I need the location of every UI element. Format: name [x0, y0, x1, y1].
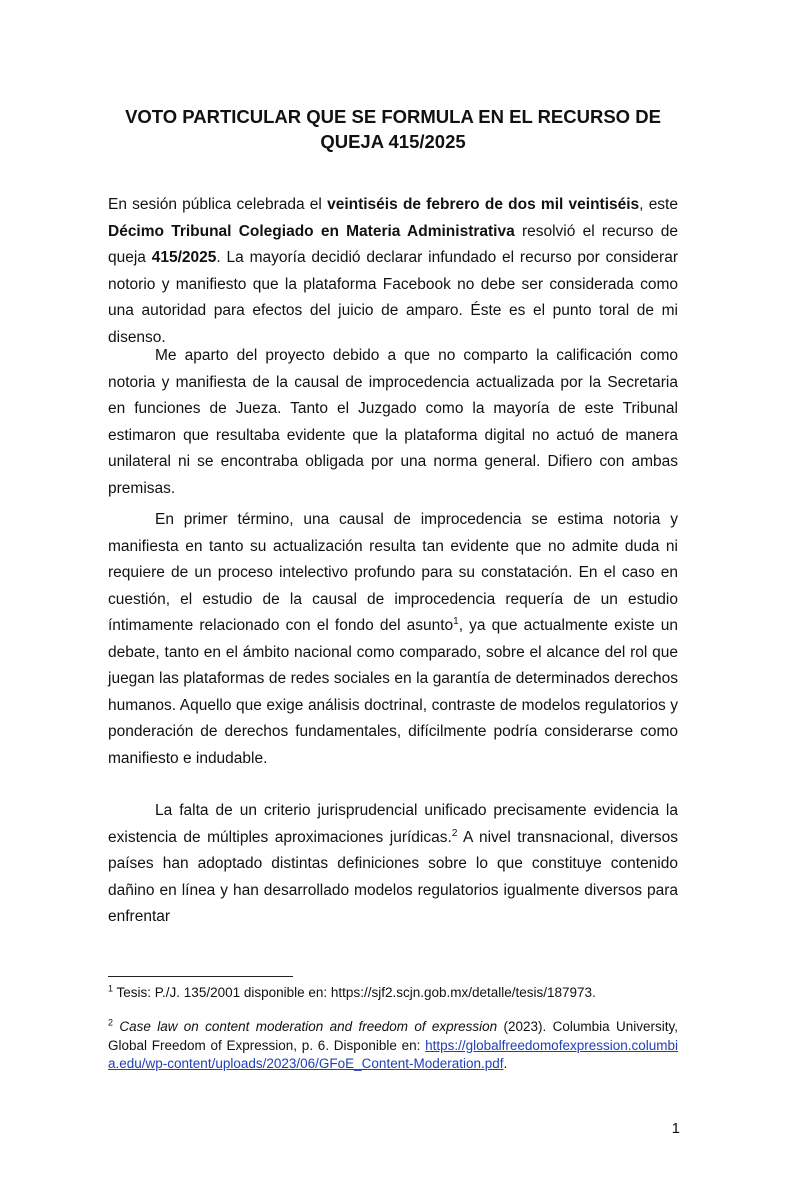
footnote-ref-1[interactable]: 1 — [453, 615, 459, 627]
paragraph-dissent: Me aparto del proyecto debido a que no comparto la calificación como notoria y manifiesta de la causal de improcedencia actualizada por la Secretaria en funciones de Jueza. Tanto el Juzgado como la mayoría de este Tribunal estimaron que resultaba evidente que la plataforma digital no actuó de manera unilateral ni se encontraba obligada por una norma general. Difiero con ambas premisas. — [108, 347, 678, 497]
page-number: 1 — [671, 1120, 680, 1137]
paragraph-first-point — [108, 507, 678, 772]
paragraph-intro — [108, 192, 678, 351]
intro-text-1: En sesión pública celebrada el — [108, 196, 328, 213]
footnote-2 — [108, 1018, 678, 1074]
jurisprudence-text-2: A nivel transnacional, diversos países han adoptado distintas definiciones sobre lo que constituye contenido dañino en línea y han desarrollado modelos regulatorios igualmente diversos para enfrentar — [108, 828, 678, 925]
footnote-divider — [108, 976, 293, 977]
footnote-1-text: Tesis: P./J. 135/2001 disponible en: https://sjf2.scjn.gob.mx/detalle/tesis/187973. — [113, 985, 596, 1000]
tribunal-name: Décimo Tribunal Colegiado en Materia Administrativa — [108, 222, 515, 240]
case-number: 415/2025 — [151, 249, 217, 266]
footnote-2-text: (2023). Columbia University, Global Freedom of Expression, p. 6. Disponible en: — [108, 1019, 678, 1053]
first-point-text-1: En primer término, una causal de improcedencia se estima notoria y manifiesta en tanto su actualización resulta tan evidente que no admite duda ni requiere de un proceso intelectivo profundo para su constatación. En el caso en cuestión, el estudio de la causal de improcedencia requería de un estudio íntimamente relacionado con el fondo del asunto — [108, 511, 678, 634]
footnote-2-mark: 2 — [108, 1017, 114, 1028]
footnote-2-link[interactable]: https://globalfreedomofexpression.columbia.edu/wp-content/uploads/2023/06/GFoE_Content-Moderation.pdf — [108, 1037, 678, 1071]
intro-text-3: resolvió el recurso de queja — [108, 222, 678, 266]
intro-text-4: . La mayoría decidió declarar infundado el recurso por considerar notorio y manifiesto que la plataforma Facebook no debe ser considerada como una autoridad para efectos del juicio de amparo. Éste es el punto toral de mi disenso. — [108, 249, 679, 346]
footnote-2-title: Case law on content moderation and freedom of expression — [119, 1019, 498, 1034]
paragraph-jurisprudence — [108, 798, 678, 931]
intro-text-2: , este — [639, 196, 678, 213]
footnote-1 — [108, 984, 678, 1003]
jurisprudence-text-1: La falta de un criterio jurisprudencial unificado precisamente evidencia la existencia de múltiples aproximaciones jurídicas. — [108, 802, 678, 846]
footnote-2-end: . — [503, 1056, 508, 1071]
footnote-ref-2[interactable]: 2 — [451, 827, 458, 839]
footnote-1-mark: 1 — [108, 983, 114, 994]
first-point-text-2: , ya que actualmente existe un debate, tanto en el ámbito nacional como comparado, sobre el alcance del rol que juegan las plataformas de redes sociales en la garantía de determinados derechos humanos. Aquello que exige análisis doctrinal, contraste de modelos regulatorios y ponderación de derechos fundamentales, difícilmente podría considerarse como manifiesto e indudable. — [108, 617, 678, 767]
session-date: veintiséis de febrero de dos mil veintiséis — [327, 196, 640, 213]
document-title: VOTO PARTICULAR QUE SE FORMULA EN EL RECURSO DE QUEJA 415/2025 — [125, 106, 661, 152]
